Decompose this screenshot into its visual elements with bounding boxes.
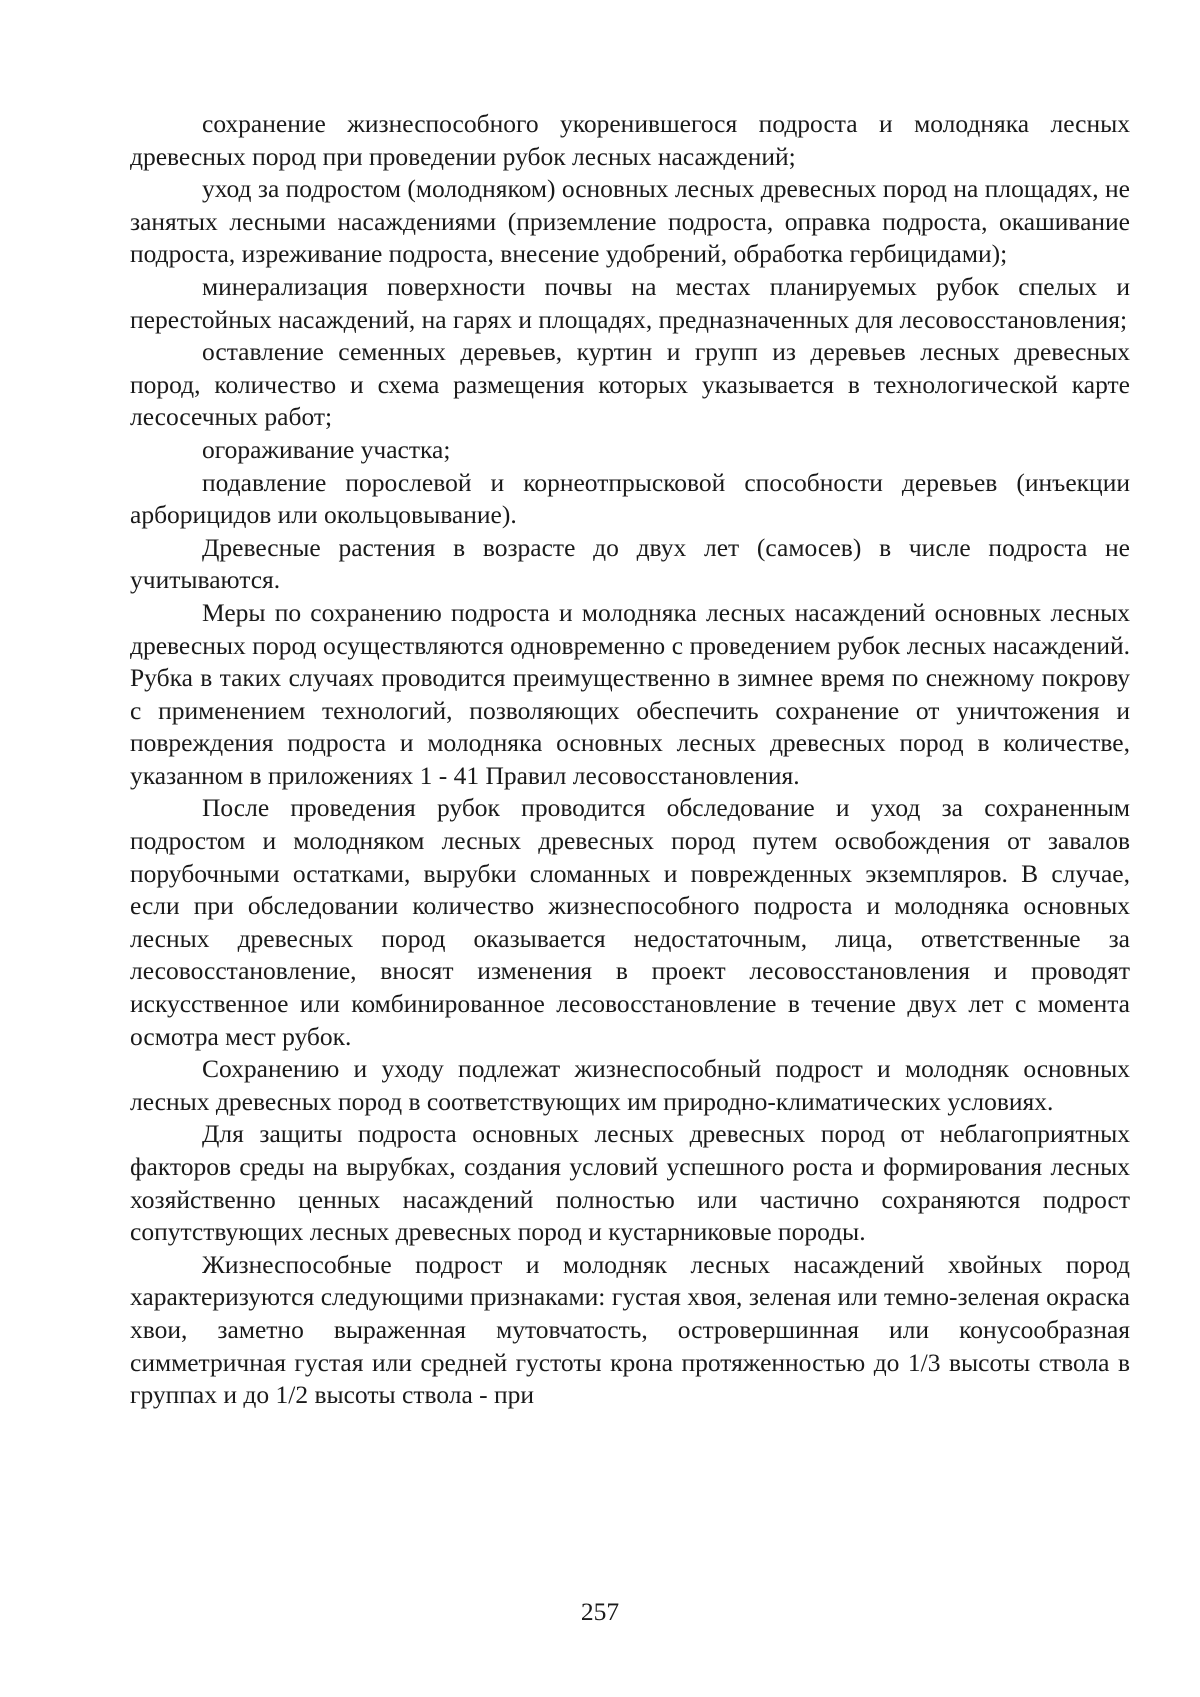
paragraph: Древесные растения в возрасте до двух лет (самосев) в числе подроста не учитываются. bbox=[130, 532, 1130, 595]
paragraph: Жизнеспособные подрост и молодняк лесных насаждений хвойных пород характеризуются следующими признаками: густая хвоя, зеленая или темно-зеленая окраска хвои, заметно выраженная мутовчатость, островершинная или конусообразная симметричная густая или средней густоты крона протяженностью до 1/3 высоты ствола в группах и до 1/2 высоты ствола - при bbox=[130, 1249, 1130, 1410]
paragraph: уход за подростом (молодняком) основных лесных древесных пород на площадях, не занятых лесными насаждениями (приземление подроста, оправка подроста, окашивание подроста, изреживание подроста, внесение удобрений, обработка гербицидами); bbox=[130, 174, 1130, 269]
paragraph: Меры по сохранению подроста и молодняка лесных насаждений основных лесных древесных пород осуществляются одновременно с проведением рубок лесных насаждений. Рубка в таких случаях проводится преимущественно в зимнее время по снежному покрову с применением технологий, позволяющих обеспечить сохранение от уничтожения и повреждения подроста и молодняка основных лесных древесных пород в количестве, указанном в приложениях 1 - 41 Правил лесовосстановления. bbox=[130, 597, 1130, 790]
paragraph: минерализация поверхности почвы на местах планируемых рубок спелых и перестойных насаждений, на гарях и площадях, предназначенных для лесовосстановления; bbox=[130, 271, 1130, 334]
paragraph: После проведения рубок проводится обследование и уход за сохраненным подростом и молодняком лесных древесных пород путем освобождения от завалов порубочными остатками, вырубки сломанных и поврежденных экземпляров. В случае, если при обследовании количество жизнеспособного подроста и молодняка основных лесных древесных пород оказывается недостаточным, лица, ответственные за лесовосстановление, вносят изменения в проект лесовосстановления и проводят искусственное или комбинированное лесовосстановление в течение двух лет с момента осмотра мест рубок. bbox=[130, 793, 1130, 1051]
page-number: 257 bbox=[580, 1597, 620, 1626]
document-page bbox=[130, 108, 1130, 1412]
paragraph: подавление порослевой и корнеотпрысковой способности деревьев (инъекции арборицидов или окольцовывание). bbox=[130, 467, 1130, 530]
paragraph: Для защиты подроста основных лесных древесных пород от неблагоприятных факторов среды на вырубках, создания условий успешного роста и формирования лесных хозяйственно ценных насаждений полностью или частично сохраняются подрост сопутствующих лесных древесных пород и кустарниковые породы. bbox=[130, 1119, 1130, 1247]
paragraph: Сохранению и уходу подлежат жизнеспособный подрост и молодняк основных лесных древесных пород в соответствующих им природно-климатических условиях. bbox=[130, 1054, 1130, 1116]
paragraph: оставление семенных деревьев, куртин и групп из деревьев лесных древесных пород, количество и схема размещения которых указывается в технологической карте лесосечных работ; bbox=[130, 337, 1130, 432]
paragraph: сохранение жизнеспособного укоренившегося подроста и молодняка лесных древесных пород при проведении рубок лесных насаждений; bbox=[130, 109, 1130, 171]
paragraph: огораживание участка; bbox=[202, 434, 451, 464]
